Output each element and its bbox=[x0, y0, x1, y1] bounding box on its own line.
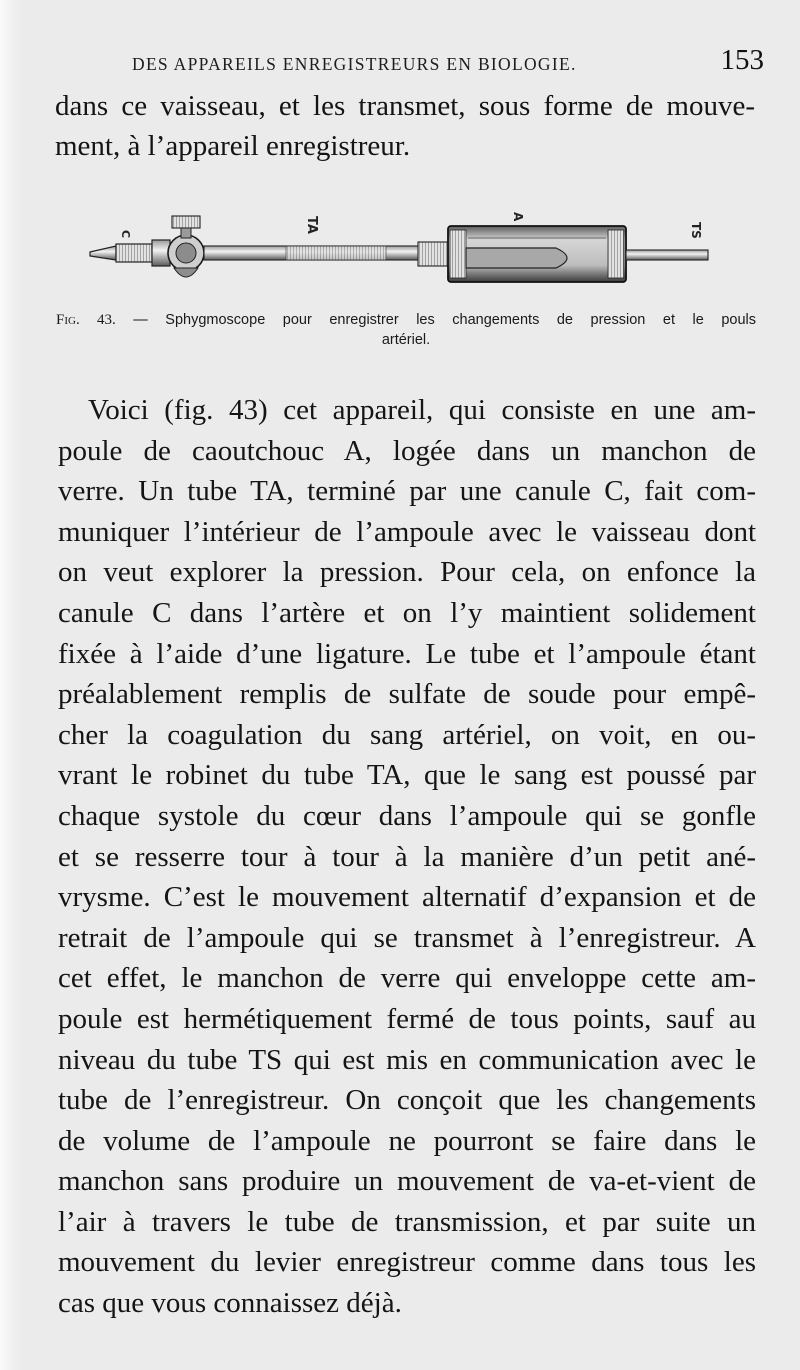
caption-line bbox=[56, 312, 756, 329]
text-line: fixée à l’aide d’une ligature. Le tube et l’ampoule étant bbox=[58, 637, 756, 670]
tube-ts bbox=[626, 250, 708, 260]
text-line: niveau du tube TS qui est mis en communication avec le bbox=[58, 1043, 756, 1076]
text-line: préalablement remplis de sulfate de soude pour empê- bbox=[58, 678, 756, 711]
text-line: l’air à travers le tube de transmission, et par suite un bbox=[58, 1205, 756, 1238]
text-line: manchon sans produire un mouvement de va-et-vient de bbox=[58, 1165, 756, 1198]
text-line: vrant le robinet du tube TA, que le sang est poussé par bbox=[58, 759, 756, 792]
text-line: cas que vous connaissez déjà. bbox=[58, 1287, 402, 1320]
label-c: C bbox=[119, 230, 132, 239]
running-head: DES APPAREILS ENREGISTREURS EN BIOLOGIE. bbox=[132, 54, 577, 74]
label-ts: TS bbox=[689, 222, 703, 239]
label-a: A bbox=[511, 212, 525, 222]
text-line: muniquer l’intérieur de l’ampoule avec le vaisseau dont bbox=[58, 515, 756, 548]
text-line: et se resserre tour à tour à la manière d’un petit ané- bbox=[58, 840, 756, 873]
text-line: retrait de l’ampoule qui se transmet à l’enregistreur. A bbox=[58, 921, 756, 954]
text-line: cet effet, le manchon de verre qui enveloppe cette am- bbox=[58, 962, 756, 995]
page-number: 153 bbox=[720, 44, 764, 76]
text-line: verre. Un tube TA, terminé par une canule C, fait com- bbox=[58, 475, 756, 508]
page-header bbox=[132, 44, 772, 84]
text-line: mouvement du levier enregistreur comme dans tous les bbox=[58, 1246, 756, 1279]
sphygmoscope-figure bbox=[86, 200, 726, 300]
text-line: canule C dans l’artère et on l’y maintient solidement bbox=[58, 596, 756, 629]
caption-text: — Sphygmoscope pour enregistrer les changements de pression et le pouls bbox=[133, 312, 757, 328]
glass-sleeve bbox=[448, 226, 626, 282]
text-line: cher la coagulation du sang artériel, on voit, en ou- bbox=[58, 718, 756, 751]
figure-caption bbox=[56, 312, 756, 348]
sphygmoscope-illustration bbox=[86, 200, 726, 300]
text-line: vrysme. C’est le mouvement alternatif d’expansion et de bbox=[58, 881, 756, 914]
text-line: ment, à l’appareil enregistreur. bbox=[55, 130, 411, 162]
label-ta: TA bbox=[304, 216, 319, 234]
figure-number: Fig. 43. bbox=[56, 312, 116, 328]
text-line: poule de caoutchouc A, logée dans un manchon de bbox=[58, 434, 756, 467]
text-line: Voici (fig. 43) cet appareil, qui consiste en une am- bbox=[88, 394, 756, 426]
cannula-c bbox=[90, 244, 152, 262]
text-line: on veut explorer la pression. Pour cela, on enfonce la bbox=[58, 556, 756, 589]
intro-paragraph bbox=[55, 86, 755, 166]
page-gutter bbox=[0, 0, 22, 1370]
text-line: dans ce vaisseau, et les transmet, sous forme de mouve- bbox=[55, 90, 755, 122]
tube-ta bbox=[204, 242, 448, 266]
rubber-ampoule-a bbox=[466, 248, 567, 268]
caption-continuation: artériel. bbox=[381, 332, 431, 348]
text-line: tube de l’enregistreur. On conçoit que les changements bbox=[58, 1084, 756, 1117]
stopcock bbox=[152, 216, 204, 277]
text-line: poule est hermétiquement fermé de tous points, sauf au bbox=[58, 1002, 756, 1035]
text-line: chaque systole du cœur dans l’ampoule qui se gonfle bbox=[58, 799, 756, 832]
body-paragraph bbox=[58, 390, 756, 1324]
text-line: de volume de l’ampoule ne pourront se faire dans le bbox=[58, 1124, 756, 1157]
